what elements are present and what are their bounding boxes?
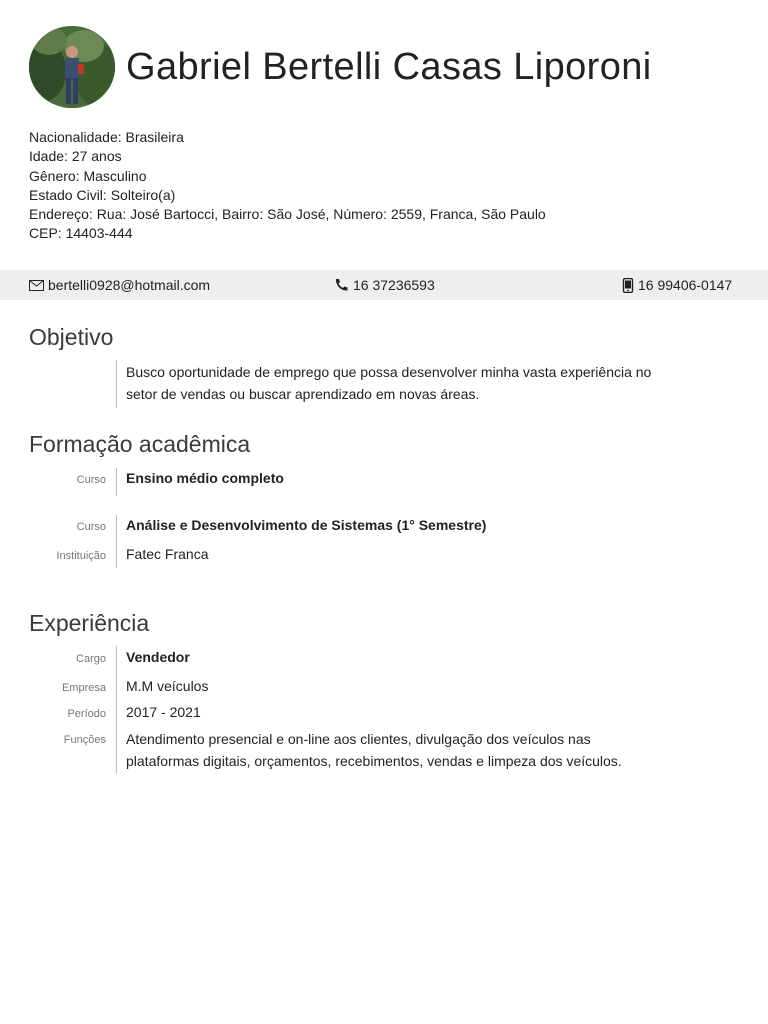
- cargo-value: Vendedor: [126, 649, 190, 665]
- profile-photo: [29, 26, 115, 108]
- age: Idade: 27 anos: [29, 148, 122, 165]
- curso-label: Curso: [76, 521, 106, 533]
- address: Endereço: Rua: José Bartocci, Bairro: São José, Número: 2559, Franca, São Paulo: [29, 206, 546, 223]
- contact-bar: [0, 270, 768, 300]
- phone-text[interactable]: 16 37236593: [353, 277, 435, 293]
- instituicao-label: Instituição: [56, 550, 106, 562]
- curso-label: Curso: [76, 474, 106, 486]
- section-title-formacao: Formação acadêmica: [29, 431, 251, 457]
- periodo-label: Período: [67, 708, 106, 720]
- periodo-value: 2017 - 2021: [126, 704, 201, 720]
- resume-header: [29, 26, 749, 110]
- curso-value: Ensino médio completo: [126, 470, 284, 486]
- funcoes-label: Funções: [63, 734, 106, 746]
- marital-status: Estado Civil: Solteiro(a): [29, 186, 176, 203]
- objetivo-text: Busco oportunidade de emprego que possa desenvolver minha vasta experiência no setor de vendas ou buscar aprendizado em novas áreas.: [126, 364, 652, 402]
- empresa-value: M.M veículos: [126, 678, 209, 694]
- email-text[interactable]: bertelli0928@hotmail.com: [48, 277, 211, 293]
- section-divider: [116, 360, 117, 408]
- mobile-text[interactable]: 16 99406-0147: [638, 277, 733, 293]
- nationality: Nacionalidade: Brasileira: [29, 129, 184, 145]
- mobile-contact[interactable]: [622, 277, 732, 293]
- avatar: [29, 26, 115, 108]
- gender: Gênero: Masculino: [29, 167, 147, 184]
- section-divider: [116, 646, 117, 774]
- funcoes-value: Atendimento presencial e on-line aos clientes, divulgação dos veículos nas plataformas digitais, orçamentos, recebimentos, vendas e limpeza dos veículos.: [126, 731, 622, 769]
- cargo-label: Cargo: [76, 653, 106, 665]
- postal-code: CEP: 14403-444: [29, 225, 133, 242]
- section-title-experiencia: Experiência: [29, 610, 150, 636]
- section-title-objetivo: Objetivo: [29, 324, 114, 350]
- candidate-name: Gabriel Bertelli Casas Liporoni: [126, 46, 652, 88]
- instituicao-value: Fatec Franca: [126, 546, 209, 562]
- phone-icon: [334, 278, 349, 292]
- phone-contact[interactable]: [334, 277, 435, 293]
- section-divider: [116, 515, 117, 568]
- personal-info: [29, 128, 546, 244]
- mobile-icon: [622, 278, 634, 293]
- envelope-icon: [29, 280, 44, 291]
- curso-value: Análise e Desenvolvimento de Sistemas (1° Semestre): [126, 517, 487, 533]
- section-divider: [116, 468, 117, 496]
- empresa-label: Empresa: [61, 682, 106, 694]
- email-contact[interactable]: [29, 277, 210, 293]
